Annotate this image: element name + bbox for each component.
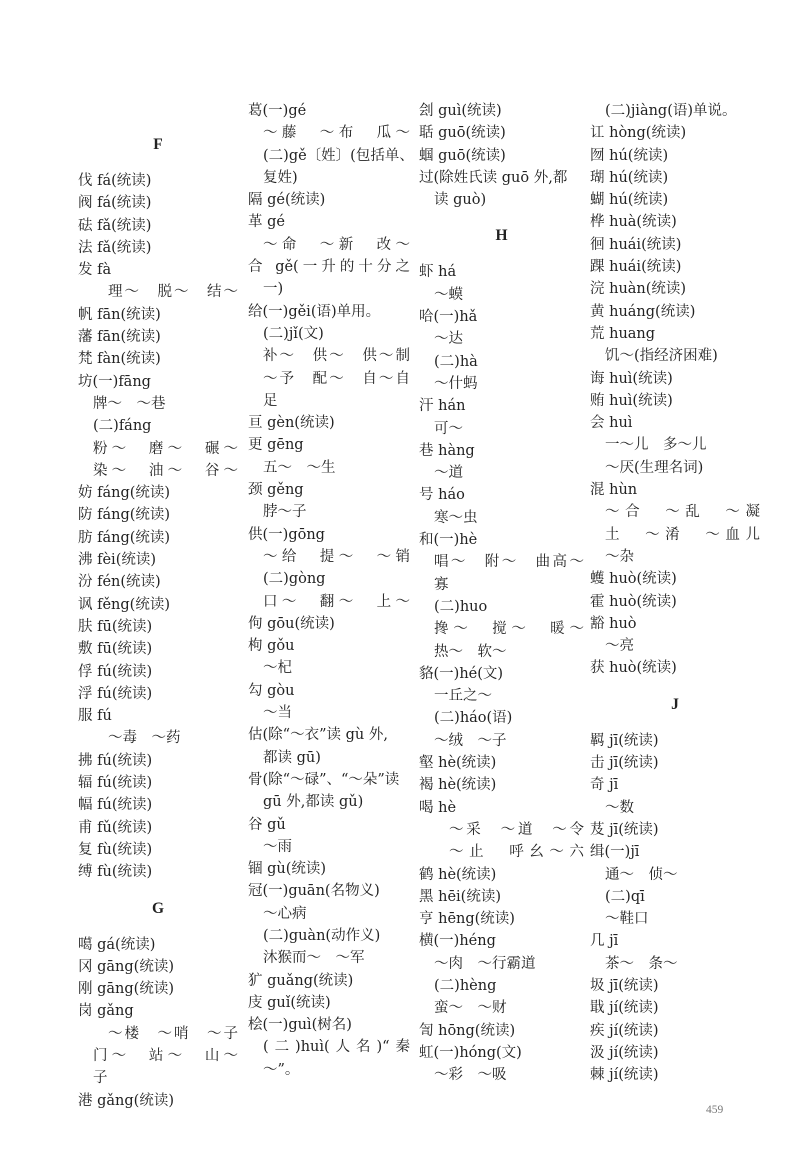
entry-headword-line: 阀 fá(统读) xyxy=(78,195,152,212)
entry-example-line: ～命 ～新 改～ xyxy=(263,236,410,253)
entry-headword-line: 虹(一)hóng(文) xyxy=(419,1044,522,1061)
entry-example-line: ～合 ～乱 ～凝 xyxy=(605,504,760,521)
entry-example-line: 理～ 脱～ 结～ xyxy=(108,284,238,301)
entry-headword-line: 犷 guǎng(统读) xyxy=(248,972,354,989)
entry-example-line: 一) xyxy=(263,281,284,298)
entry-headword-line: 霍 huò(统读) xyxy=(590,593,677,610)
entry-headword-line: 拂 fú(统读) xyxy=(78,752,153,769)
entry-example-line: (二)jiàng(语)单说。 xyxy=(605,103,737,119)
entry-headword-line: 壑 hè(统读) xyxy=(419,755,497,772)
entry-example-line: 读 guò) xyxy=(434,192,487,209)
entry-headword-line: 亘 gèn(统读) xyxy=(248,415,335,432)
entry-example-line: gū 外,都读 gǔ) xyxy=(263,794,364,811)
entry-headword-line: 和(一)hè xyxy=(419,532,478,549)
entry-headword-line: 虾 há xyxy=(419,264,457,281)
dictionary-column-4 xyxy=(590,100,760,1086)
entry-example-line: ～彩 ～吸 xyxy=(434,1067,507,1084)
entry-headword-line: 黄 huáng(统读) xyxy=(590,303,696,320)
entry-headword-line: 貉(一)hé(文) xyxy=(419,665,504,682)
entry-headword-line: 讧 hòng(统读) xyxy=(590,125,687,142)
entry-headword-line: 葛(一)gé xyxy=(248,103,307,119)
entry-headword-line: 梵 fàn(统读) xyxy=(78,351,161,368)
entry-headword-line: 庋 guǐ(统读) xyxy=(248,994,331,1011)
entry-headword-line: 芨 jī(统读) xyxy=(590,821,659,838)
entry-headword-line: 过(除姓氏读 guō 外,都 xyxy=(419,169,568,186)
entry-example-line: ～道 xyxy=(434,465,463,482)
entry-headword-line: 浣 huàn(统读) xyxy=(590,281,687,298)
entry-example-line: (二)fáng xyxy=(93,418,152,435)
entry-example-line: 唱～ 附～ 曲高～ xyxy=(434,554,584,571)
entry-example-line: (二)qī xyxy=(605,888,645,905)
entry-example-line: 补～ 供～ 供～制 xyxy=(263,348,410,365)
entry-headword-line: 更 gēng xyxy=(248,437,304,454)
entry-headword-line: 荒 huang xyxy=(590,325,656,342)
entry-headword-line: 褐 hè(统读) xyxy=(419,777,497,794)
entry-example-line: (二)huì(人名)“秦 xyxy=(263,1039,410,1056)
entry-headword-line: 鹤 hè(统读) xyxy=(419,866,497,883)
entry-example-line: 茶～ 条～ xyxy=(605,955,678,972)
entry-example-line: ～什蚂 xyxy=(434,375,478,392)
entry-example-line: ～心病 xyxy=(263,905,307,922)
entry-headword-line: 横(一)héng xyxy=(419,933,496,950)
entry-example-line: 土 ～淆 ～血儿 xyxy=(605,526,760,543)
entry-headword-line: 浮 fú(统读) xyxy=(78,685,153,702)
entry-headword-line: 混 hùn xyxy=(590,482,638,499)
entry-headword-line: 聒 guō(统读) xyxy=(419,125,506,142)
entry-headword-line: 帆 fān(统读) xyxy=(78,306,161,323)
entry-example-line: (二)hèng xyxy=(434,977,497,994)
section-letter-heading: G xyxy=(151,899,165,917)
entry-headword-line: 诲 huì(统读) xyxy=(590,370,673,387)
entry-headword-line: 羁 jī(统读) xyxy=(590,732,659,749)
entry-headword-line: 徊 huái(统读) xyxy=(590,236,682,253)
entry-example-line: 脖～子 xyxy=(263,504,307,521)
entry-headword-line: 亨 hēng(统读) xyxy=(419,911,515,928)
entry-headword-line: 会 huì xyxy=(590,415,633,432)
entry-headword-line: 汗 hán xyxy=(419,398,466,415)
entry-headword-line: 击 jī(统读) xyxy=(590,755,659,772)
entry-example-line: ～采 ～道 ～令 xyxy=(449,821,584,838)
entry-headword-line: 复 fù(统读) xyxy=(78,841,153,858)
entry-headword-line: 服 fú xyxy=(78,708,112,725)
entry-headword-line: 合 gě(一升的十分之 xyxy=(248,259,410,276)
entry-headword-line: 刚 gāng(统读) xyxy=(78,981,174,998)
entry-headword-line: 踝 huái(统读) xyxy=(590,259,682,276)
page-number: 459 xyxy=(706,1104,724,1116)
entry-headword-line: 讽 fěng(统读) xyxy=(78,596,170,613)
entry-headword-line: 港 gǎng(统读) xyxy=(78,1092,174,1109)
entry-example-line: 蛮～ ～财 xyxy=(434,1000,507,1017)
entry-headword-line: 藩 fān(统读) xyxy=(78,329,161,346)
section-letter-heading: H xyxy=(495,227,508,245)
entry-headword-line: 谷 gǔ xyxy=(248,816,286,833)
entry-headword-line: 枸 gǒu xyxy=(248,638,295,655)
entry-example-line: 五～ ～生 xyxy=(263,459,336,476)
entry-headword-line: 蠖 huò(统读) xyxy=(590,571,677,588)
entry-headword-line: 巷 hàng xyxy=(419,442,475,459)
entry-headword-line: 辐 fú(统读) xyxy=(78,775,153,792)
entry-headword-line: 奇 jī xyxy=(590,777,619,794)
entry-example-line: ～楼 ～哨 ～子 xyxy=(108,1025,238,1042)
entry-headword-line: 防 fáng(统读) xyxy=(78,507,171,524)
entry-headword-line: 骨(除“～碌”、“～朵”读 xyxy=(248,771,400,788)
entry-example-line: ～厌(生理名词) xyxy=(605,459,704,476)
entry-example-line: ～绒 ～子 xyxy=(434,732,507,749)
entry-headword-line: 给(一)gěi(语)单用。 xyxy=(248,303,381,320)
entry-example-line: ～蟆 xyxy=(434,286,463,303)
entry-headword-line: 隔 gé(统读) xyxy=(248,192,326,209)
entry-example-line: ～数 xyxy=(605,799,634,816)
entry-headword-line: 佝 gōu(统读) xyxy=(248,615,335,632)
entry-headword-line: 缚 fù(统读) xyxy=(78,864,153,881)
dictionary-column-1 xyxy=(78,100,238,1112)
entry-headword-line: 供(一)gōng xyxy=(248,526,325,543)
entry-example-line: 一丘之～ xyxy=(434,688,492,705)
entry-headword-line: 坊(一)fāng xyxy=(78,373,151,390)
entry-headword-line: 妨 fáng(统读) xyxy=(78,485,171,502)
section-letter-heading: J xyxy=(671,695,679,713)
entry-headword-line: 汲 jí(统读) xyxy=(590,1044,659,1061)
entry-example-line: ～止 呼幺～六 xyxy=(449,844,584,861)
entry-headword-line: 刽 guì(统读) xyxy=(419,103,502,119)
entry-headword-line: 戢 jí(统读) xyxy=(590,1000,659,1017)
entry-headword-line: 肤 fū(统读) xyxy=(78,618,153,635)
entry-example-line: 搀～ 搅～ 暖～ xyxy=(434,621,584,638)
entry-headword-line: 沸 fèi(统读) xyxy=(78,552,157,569)
entry-example-line: 染～ 油～ 谷～ xyxy=(93,462,238,479)
entry-headword-line: 桦 huà(统读) xyxy=(590,214,677,231)
entry-example-line: ～予 配～ 自～自 xyxy=(263,370,410,387)
entry-example-line: ～雨 xyxy=(263,838,292,855)
entry-headword-line: 哈(一)hǎ xyxy=(419,309,478,326)
entry-example-line: 牌～ ～巷 xyxy=(93,395,166,412)
entry-headword-line: 疾 jí(统读) xyxy=(590,1022,659,1039)
entry-headword-line: 肪 fáng(统读) xyxy=(78,529,171,546)
entry-headword-line: 訇 hōng(统读) xyxy=(419,1022,516,1039)
entry-example-line: (二)gě〔姓〕(包括单、 xyxy=(263,147,414,164)
dictionary-column-2 xyxy=(248,100,414,1081)
entry-example-line: 一～儿 多～儿 xyxy=(605,437,707,454)
entry-example-line: (二)gòng xyxy=(263,571,326,588)
entry-headword-line: 圾 jī(统读) xyxy=(590,977,659,994)
entry-example-line: (二)huo xyxy=(434,598,488,615)
entry-headword-line: 几 jī xyxy=(590,933,619,950)
entry-example-line: 都读 gū) xyxy=(263,749,321,766)
entry-headword-line: 号 háo xyxy=(419,487,465,504)
entry-example-line: ～当 xyxy=(263,705,292,722)
entry-headword-line: 获 huò(统读) xyxy=(590,660,677,677)
entry-headword-line: 喝 hè xyxy=(419,799,457,816)
entry-headword-line: 囫 hú(统读) xyxy=(590,147,669,164)
entry-example-line: 子 xyxy=(93,1070,108,1087)
entry-example-line: ～”。 xyxy=(263,1061,300,1078)
entry-example-line: 沐猴而～ ～军 xyxy=(263,950,365,967)
entry-example-line: ～鞋口 xyxy=(605,911,649,928)
entry-example-line: 粉～ 磨～ 碾～ xyxy=(93,440,238,457)
entry-headword-line: 勾 gòu xyxy=(248,682,295,699)
dictionary-column-3 xyxy=(419,100,584,1086)
entry-example-line: (二)guàn(动作义) xyxy=(263,927,381,944)
entry-example-line: 饥～(指经济困难) xyxy=(605,348,718,365)
entry-headword-line: 幅 fú(统读) xyxy=(78,797,153,814)
entry-headword-line: 缉(一)jī xyxy=(590,844,640,861)
entry-headword-line: 俘 fú(统读) xyxy=(78,663,153,680)
entry-headword-line: 估(除“～衣”读 gù 外, xyxy=(248,727,388,744)
entry-headword-line: 岗 gǎng xyxy=(78,1003,134,1020)
entry-headword-line: 发 fà xyxy=(78,262,112,279)
entry-example-line: ～杞 xyxy=(263,660,292,677)
entry-example-line: ～毒 ～药 xyxy=(108,730,181,747)
entry-headword-line: 伐 fá(统读) xyxy=(78,173,152,189)
entry-example-line: (二)háo(语) xyxy=(434,710,513,727)
entry-example-line: 寒～虫 xyxy=(434,509,478,526)
entry-headword-line: 冠(一)guān(名物义) xyxy=(248,883,380,900)
entry-example-line: (二)hà xyxy=(434,353,478,370)
entry-headword-line: 冈 gāng(统读) xyxy=(78,958,174,975)
entry-example-line: 通～ 侦～ xyxy=(605,866,678,883)
entry-headword-line: 瑚 hú(统读) xyxy=(590,169,669,186)
entry-headword-line: 桧(一)guì(树名) xyxy=(248,1017,352,1034)
entry-example-line: 门～ 站～ 山～ xyxy=(93,1047,238,1064)
entry-headword-line: 棘 jí(统读) xyxy=(590,1067,659,1084)
entry-example-line: 口～ 翻～ 上～ xyxy=(263,593,410,610)
entry-headword-line: 贿 huì(统读) xyxy=(590,392,673,409)
entry-example-line: ～藤 ～布 瓜～ xyxy=(263,125,410,142)
entry-example-line: ～杂 xyxy=(605,548,634,565)
entry-example-line: ～肉 ～行霸道 xyxy=(434,955,536,972)
section-letter-heading: F xyxy=(153,136,163,153)
entry-headword-line: 革 gé xyxy=(248,214,285,231)
entry-headword-line: 豁 huò xyxy=(590,615,637,632)
entry-headword-line: 蝴 hú(统读) xyxy=(590,192,669,209)
entry-example-line: 热～ 软～ xyxy=(434,643,507,660)
entry-headword-line: 法 fǎ(统读) xyxy=(78,239,152,256)
column-top-spacer xyxy=(78,100,238,120)
entry-example-line: ～给 提～ ～销 xyxy=(263,548,410,565)
entry-headword-line: 敷 fū(统读) xyxy=(78,641,153,658)
entry-example-line: 复姓) xyxy=(263,169,298,186)
entry-headword-line: 蝈 guō(统读) xyxy=(419,147,506,164)
entry-headword-line: 颈 gěng xyxy=(248,482,304,499)
entry-headword-line: 砝 fǎ(统读) xyxy=(78,217,152,234)
entry-headword-line: 汾 fén(统读) xyxy=(78,574,161,591)
entry-headword-line: 甫 fǔ(统读) xyxy=(78,819,153,836)
entry-example-line: (二)jǐ(文) xyxy=(263,325,324,342)
entry-example-line: ～达 xyxy=(434,331,463,348)
entry-example-line: 可～ xyxy=(434,420,463,437)
entry-example-line: 寡 xyxy=(434,576,449,593)
entry-headword-line: 黑 hēi(统读) xyxy=(419,888,501,905)
entry-headword-line: 噶 gá(统读) xyxy=(78,936,156,953)
entry-headword-line: 锢 gù(统读) xyxy=(248,861,327,878)
entry-example-line: 足 xyxy=(263,392,278,409)
entry-example-line: ～亮 xyxy=(605,638,634,655)
